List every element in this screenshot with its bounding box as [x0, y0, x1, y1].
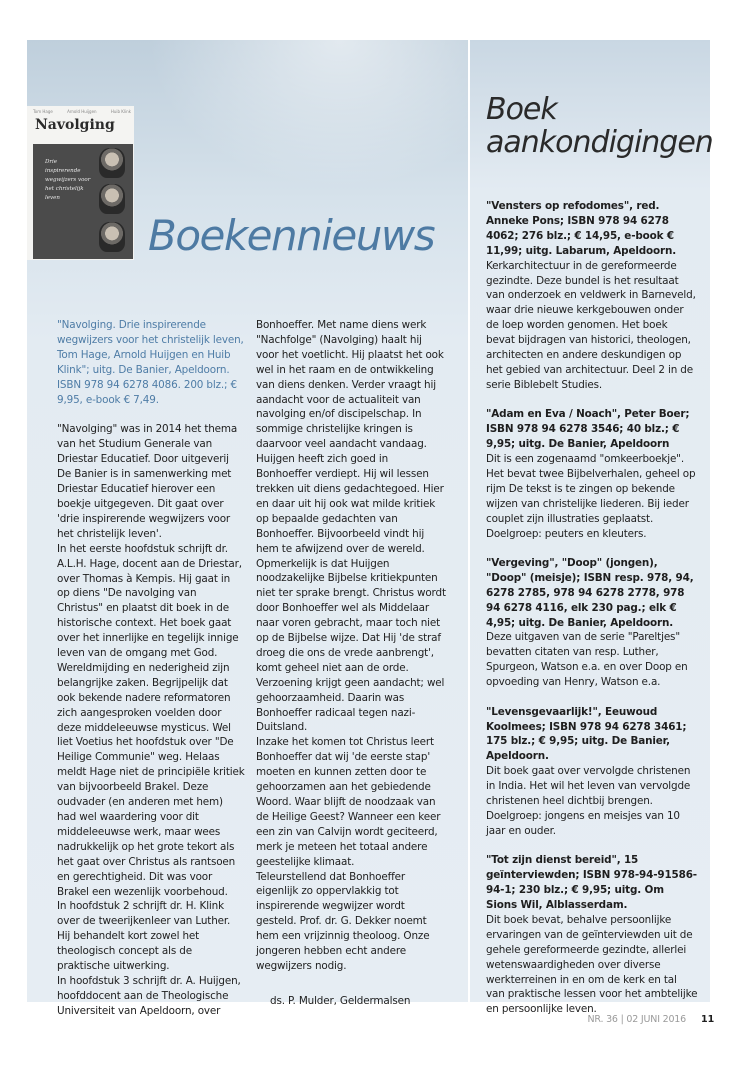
section-heading-boek-aankondigingen: Boek aankondigingen — [486, 92, 713, 160]
announcement-body: Deze uitgaven van de serie "Pareltjes" bevatten citaten van resp. Luther, Spurgeon, Watson e.a. en over Doop en opvoeding van Henry, Watson e.a. — [486, 631, 688, 689]
cover-title: Navolging — [35, 117, 115, 133]
announcements-column — [486, 199, 698, 1032]
portrait-luther — [99, 184, 125, 214]
cover-author: Huib Klink — [110, 109, 131, 114]
issue-footer: NR. 36 | 02 JUNI 2016 — [587, 1014, 686, 1025]
section-heading-boekennieuws: Boekennieuws — [148, 211, 435, 260]
announcement-title: "Vensters op refodomes", red. Anneke Pons; ISBN 978 94 6278 4062; 276 blz.; € 14,95, e-book € 11,99; uitg. Labarum, Apeldoorn. — [486, 200, 677, 257]
announcement-entry — [486, 199, 698, 393]
review-column-1 — [57, 318, 245, 1019]
review-book-details: "Navolging. Drie inspirerende wegwijzers voor het christelijk leven, Tom Hage, Arnold Huijgen en Huib Klink"; uitg. De Banier, Apeldoorn. ISBN 978 94 6278 4086. 200 blz.; € 9,95, e-book € 7,49. — [57, 319, 244, 406]
portrait-thomas-a-kempis — [99, 148, 125, 178]
announcement-title: "Adam en Eva / Noach", Peter Boer; ISBN 978 94 6278 3546; 40 blz.; € 9,95; uitg. De Banier, Apeldoorn — [486, 408, 690, 451]
book-cover-image — [27, 106, 134, 260]
announcement-title: "Levensgevaarlijk!", Eeuwoud Koolmees; ISBN 978 94 6278 3461; 175 blz.; € 9,95; uitg. De Banier, Apeldoorn. — [486, 705, 687, 763]
announcement-body: Dit boek gaat over vervolgde christenen in India. Het wil het leven van vervolgde christenen heel dichtbij brengen. Doelgroep: jongens en meisjes van 10 jaar en ouder. — [486, 765, 691, 837]
announcement-body: Dit is een zogenaamd "omkeerboekje". Het bevat twee Bijbelverhalen, geheel op rijm De tekst is te zingen op bekende wijzen van christelijke liederen. Bij ieder couplet zijn illustraties geplaatst. Doelgroep: peuters en kleuters. — [486, 453, 696, 540]
portrait-bonhoeffer — [99, 222, 125, 252]
announcement-entry — [486, 853, 698, 1017]
book-pages-decoration — [147, 40, 468, 190]
review-column-2 — [256, 318, 446, 1009]
cover-author: Tom Hage — [33, 109, 53, 114]
review-text-part-1: "Navolging" was in 2014 het thema van het Studium Generale van Driestar Educatief. Door uitgeverij De Banier is in samenwerking met Driestar Educatief hierover een boekje uitgegeven. Dit gaat over 'drie inspirerende wegwijzers voor het christelijk leven'. In het eerste hoofdstuk schrijft dr. A.L.H. Hage, docent aan de Driestar, over Thomas à Kempis. Hij gaat in op diens "De navolging van Christus" en plaatst dit boek in de historische context. Het boek gaat over het innerlijke en tegelijk innige leven van de omgang met God. Wereldmijding en nederigheid zijn belangrijke zaken. Begrijpelijk dat ook bekende nadere reformatoren zich aangesproken voelden door deze middeleeuwse mysticus. Wel liet Voetius het hoofdstuk over "De Heilige Communie" weg. Helaas meldt Hage niet de principiële kritiek van bijvoorbeeld Brakel. Deze oudvader (en anderen met hem) had wel waardering voor dit middeleeuwse werk, maar wees nadrukkelijk op het grote tekort als het gaat over Christus als rantsoen en gerechtigheid. Dit was voor Brakel een wezenlijk voorbehoud. In hoofdstuk 2 schrijft dr. H. Klink over de tweerijkenleer van Luther. Hij behandelt kort zowel het theologisch concept als de praktische uitwerking. In hoofdstuk 3 schrijft dr. A. Huijgen, hoofddocent aan de Theologische Universiteit van Apeldoorn, over — [57, 423, 245, 1017]
announcement-title: "Tot zijn dienst bereid", 15 geïnterviewden; ISBN 978-94-91586-94-1; 230 blz.; € 9,95; uitg. Om Sions Wil, Alblasserdam. — [486, 854, 697, 911]
announcement-body: Dit boek bevat, behalve persoonlijke ervaringen van de geïnterviewden uit de gehele gereformeerde gezindte, allerlei wetenswaardigheden over diverse werkterreinen in en om de kerk en tal van praktische lessen voor het ambtelijke en persoonlijke leven. — [486, 913, 698, 1016]
cover-author: Arnold Huijgen — [67, 109, 97, 114]
page-number: 11 — [701, 1014, 715, 1025]
announcement-entry — [486, 705, 698, 839]
cover-dark-panel — [33, 144, 133, 259]
announcement-entry — [486, 556, 698, 690]
announcement-title: "Vergeving", "Doop" (jongen), "Doop" (meisje); ISBN resp. 978, 94, 6278 2785, 978 94 6278 2778, 978 94 6278 4116, elk 230 pag.; elk € 4,95; uitg. De Banier, Apeldoorn. — [486, 556, 694, 629]
review-text-part-2: Bonhoeffer. Met name diens werk "Nachfolge" (Navolging) haalt hij voor het voetlicht. Hij plaatst het ook wel in het raam en de ontwikkeling van diens denken. Verder vraagt hij aandacht voor de actualiteit van navolging en/of discipelschap. In sommige christelijke kringen is daarvoor veel aandacht vandaag. Huijgen heeft zich goed in Bonhoeffer verdiept. Hij wil lessen trekken uit diens gedachtegoed. Hier en daar uit hij ook wat milde kritiek op bepaalde gedachten van Bonhoeffer. Bijvoorbeeld vindt hij hem te afwijzend over de wereld. Opmerkelijk is dat Huijgen noodzakelijke Bijbelse kritiekpunten niet ter sprake brengt. Christus wordt door Bonhoeffer wel als Middelaar naar voren gebracht, maar toch niet op de Bijbelse wijze. Dat Hij 'de straf droeg die ons de vrede aanbrengt', komt geheel niet aan de orde. Verzoening krijgt geen aandacht; wel gehoorzaamheid. Daarin was Bonhoeffer radicaal tegen nazi-Duitsland. Inzake het komen tot Christus leert Bonhoeffer dat wij 'de eerste stap' moeten en kunnen zetten door te gehoorzamen aan het gebiedende Woord. Waar blijft de noodzaak van de Heilige Geest? Wanneer een keer een zin van Calvijn wordt geciteerd, merk je meteen het totaal andere geestelijke klimaat. Teleurstellend dat Bonhoeffer eigenlijk zo oppervlakkig tot inspirerende wegwijzer wordt gesteld. Prof. dr. G. Dekker noemt hem een vrijzinnig theoloog. Onze jongeren hebben echt andere wegwijzers nodig. — [256, 319, 446, 972]
cover-subtitle: Drie inspirerende wegwijzers voor het christelijk leven — [45, 159, 91, 201]
review-signature: ds. P. Mulder, Geldermalsen — [270, 994, 411, 1007]
announcement-body: Kerkarchitectuur in de gereformeerde gezindte. Deze bundel is het resultaat van onderzoek en veldwerk in Barneveld, waar drie nieuwe kerkgebouwen onder de loep worden genomen. Het boek bevat bijdragen van historici, theologen, architecten en andere deskundigen op het gebied van architectuur. Deel 2 in de serie Biblebelt Studies. — [486, 259, 696, 391]
cover-authors — [33, 109, 131, 114]
announcement-entry — [486, 407, 698, 541]
